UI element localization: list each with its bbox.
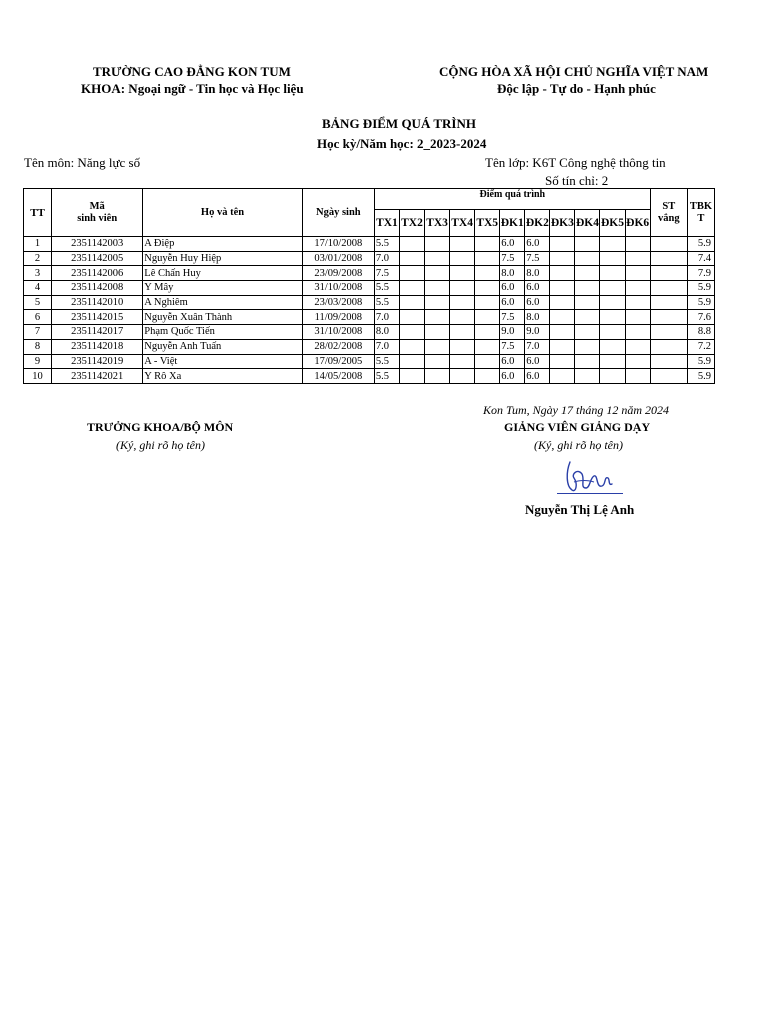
cell-score-đk1: 9.0 <box>500 325 525 340</box>
cell-score-đk1: 8.0 <box>500 266 525 281</box>
dean-sign-note: (Ký, ghi rõ họ tên) <box>116 438 205 452</box>
cell-score-tx4 <box>450 281 475 296</box>
header-tx5: TX5 <box>475 210 500 237</box>
cell-full-name: A - Việt <box>143 354 302 369</box>
cell-score-đk2: 6.0 <box>525 295 550 310</box>
cell-score-tx4 <box>450 237 475 252</box>
table-row <box>24 339 715 354</box>
cell-score-đk5 <box>600 281 625 296</box>
cell-score-tx3 <box>425 310 450 325</box>
cell-score-tx5 <box>475 266 500 281</box>
cell-score-tx3 <box>425 237 450 252</box>
cell-score-đk5 <box>600 251 625 266</box>
header-tx2: TX2 <box>399 210 424 237</box>
cell-score-đk1: 7.5 <box>500 251 525 266</box>
cell-score-đk3 <box>550 251 575 266</box>
cell-average: 5.9 <box>687 237 714 252</box>
cell-average: 5.9 <box>687 354 714 369</box>
cell-student-id: 2351142006 <box>52 266 143 281</box>
cell-score-đk4 <box>575 251 600 266</box>
cell-full-name: Nguyễn Anh Tuấn <box>143 339 302 354</box>
cell-dob: 31/10/2008 <box>302 281 374 296</box>
cell-score-đk2: 6.0 <box>525 354 550 369</box>
cell-score-tx3 <box>425 251 450 266</box>
semester-line: Học kỳ/Năm học: 2_2023-2024 <box>317 136 487 151</box>
header-average-label: TBK T <box>689 200 713 224</box>
cell-score-tx5 <box>475 339 500 354</box>
cell-score-đk2: 8.0 <box>525 310 550 325</box>
cell-score-đk2: 9.0 <box>525 325 550 340</box>
table-row <box>24 281 715 296</box>
cell-dob: 14/05/2008 <box>302 369 374 384</box>
cell-score-đk1: 6.0 <box>500 369 525 384</box>
school-name: TRƯỜNG CAO ĐẲNG KON TUM <box>93 64 291 79</box>
cell-score-tx2 <box>399 339 424 354</box>
date-place: Kon Tum, Ngày 17 tháng 12 năm 2024 <box>483 403 670 417</box>
cell-full-name: A Điệp <box>143 237 302 252</box>
cell-absent <box>650 237 687 252</box>
cell-score-tx2 <box>399 354 424 369</box>
cell-student-id: 2351142021 <box>52 369 143 384</box>
cell-average: 7.6 <box>687 310 714 325</box>
cell-score-đk5 <box>600 339 625 354</box>
cell-average: 8.8 <box>687 325 714 340</box>
cell-student-id: 2351142015 <box>52 310 143 325</box>
cell-absent <box>650 266 687 281</box>
cell-full-name: Phạm Quốc Tiến <box>143 325 302 340</box>
cell-average: 7.4 <box>687 251 714 266</box>
document-title: BẢNG ĐIỂM QUÁ TRÌNH <box>322 116 476 131</box>
cell-score-đk3 <box>550 369 575 384</box>
cell-average: 5.9 <box>687 369 714 384</box>
cell-score-tx1: 7.0 <box>374 310 399 325</box>
cell-score-đk6 <box>625 281 650 296</box>
credits-line: Số tín chỉ: 2 <box>545 173 609 188</box>
cell-absent <box>650 281 687 296</box>
cell-score-tx3 <box>425 339 450 354</box>
cell-score-đk3 <box>550 295 575 310</box>
cell-average: 7.9 <box>687 266 714 281</box>
cell-student-id: 2351142003 <box>52 237 143 252</box>
cell-score-đk5 <box>600 237 625 252</box>
cell-score-đk6 <box>625 354 650 369</box>
cell-score-tx1: 7.5 <box>374 266 399 281</box>
header-tx4: TX4 <box>450 210 475 237</box>
cell-dob: 03/01/2008 <box>302 251 374 266</box>
cell-score-tx3 <box>425 295 450 310</box>
cell-score-đk3 <box>550 281 575 296</box>
cell-score-tx4 <box>450 251 475 266</box>
cell-score-tx1: 5.5 <box>374 281 399 296</box>
signer-name: Nguyễn Thị Lệ Anh <box>525 502 635 517</box>
cell-tt: 8 <box>24 339 52 354</box>
cell-score-tx2 <box>399 310 424 325</box>
cell-score-đk1: 7.5 <box>500 339 525 354</box>
grade-table-body <box>24 237 715 384</box>
cell-absent <box>650 339 687 354</box>
cell-score-đk1: 6.0 <box>500 354 525 369</box>
cell-score-tx1: 5.5 <box>374 369 399 384</box>
cell-score-đk3 <box>550 354 575 369</box>
cell-score-đk6 <box>625 325 650 340</box>
cell-score-tx2 <box>399 295 424 310</box>
cell-score-tx3 <box>425 325 450 340</box>
cell-tt: 5 <box>24 295 52 310</box>
cell-student-id: 2351142018 <box>52 339 143 354</box>
table-row <box>24 237 715 252</box>
cell-score-đk5 <box>600 310 625 325</box>
subject-line: Tên môn: Năng lực số <box>24 155 141 170</box>
cell-score-đk2: 7.0 <box>525 339 550 354</box>
cell-score-tx3 <box>425 369 450 384</box>
motto: Độc lập - Tự do - Hạnh phúc <box>497 81 656 96</box>
cell-score-tx2 <box>399 369 424 384</box>
table-row <box>24 295 715 310</box>
cell-score-tx4 <box>450 295 475 310</box>
table-row <box>24 354 715 369</box>
cell-absent <box>650 354 687 369</box>
cell-score-tx4 <box>450 310 475 325</box>
table-row <box>24 310 715 325</box>
cell-absent <box>650 369 687 384</box>
cell-score-tx4 <box>450 354 475 369</box>
cell-student-id: 2351142017 <box>52 325 143 340</box>
cell-tt: 1 <box>24 237 52 252</box>
header-absent <box>650 189 687 237</box>
cell-score-tx4 <box>450 339 475 354</box>
cell-score-đk6 <box>625 339 650 354</box>
cell-score-tx1: 5.5 <box>374 354 399 369</box>
cell-full-name: Y Rô Xa <box>143 369 302 384</box>
cell-tt: 6 <box>24 310 52 325</box>
header-full-name: Họ và tên <box>143 189 302 237</box>
cell-tt: 2 <box>24 251 52 266</box>
cell-score-tx3 <box>425 266 450 281</box>
cell-score-tx2 <box>399 281 424 296</box>
cell-score-đk4 <box>575 237 600 252</box>
cell-score-tx2 <box>399 325 424 340</box>
cell-full-name: Nguyễn Xuân Thành <box>143 310 302 325</box>
cell-score-tx1: 7.0 <box>374 339 399 354</box>
lecturer-sign-note: (Ký, ghi rõ họ tên) <box>534 438 623 452</box>
signature-image <box>560 458 620 498</box>
cell-full-name: Y Mây <box>143 281 302 296</box>
cell-score-đk6 <box>625 369 650 384</box>
cell-score-đk5 <box>600 325 625 340</box>
grade-table <box>23 188 715 384</box>
cell-score-đk4 <box>575 354 600 369</box>
header-dk4: ĐK4 <box>575 210 600 237</box>
cell-score-tx2 <box>399 266 424 281</box>
cell-dob: 11/09/2008 <box>302 310 374 325</box>
cell-score-đk3 <box>550 310 575 325</box>
cell-score-đk6 <box>625 266 650 281</box>
cell-score-đk4 <box>575 295 600 310</box>
cell-score-tx5 <box>475 251 500 266</box>
cell-average: 5.9 <box>687 281 714 296</box>
header-student-id <box>52 189 143 237</box>
cell-score-tx4 <box>450 266 475 281</box>
cell-score-tx5 <box>475 354 500 369</box>
cell-score-đk3 <box>550 237 575 252</box>
cell-absent <box>650 251 687 266</box>
cell-tt: 4 <box>24 281 52 296</box>
cell-score-đk2: 6.0 <box>525 237 550 252</box>
cell-tt: 3 <box>24 266 52 281</box>
cell-student-id: 2351142005 <box>52 251 143 266</box>
cell-score-đk4 <box>575 369 600 384</box>
cell-score-đk4 <box>575 266 600 281</box>
header-dk1: ĐK1 <box>500 210 525 237</box>
cell-dob: 31/10/2008 <box>302 325 374 340</box>
cell-score-đk6 <box>625 295 650 310</box>
cell-average: 5.9 <box>687 295 714 310</box>
header-dob: Ngày sinh <box>302 189 374 237</box>
cell-score-đk2: 6.0 <box>525 369 550 384</box>
header-process-score: Điểm quá trình <box>374 189 650 210</box>
cell-absent <box>650 310 687 325</box>
cell-score-đk2: 7.5 <box>525 251 550 266</box>
cell-score-đk2: 6.0 <box>525 281 550 296</box>
header-dk3: ĐK3 <box>550 210 575 237</box>
cell-score-tx5 <box>475 310 500 325</box>
cell-score-tx1: 5.5 <box>374 237 399 252</box>
cell-score-đk1: 7.5 <box>500 310 525 325</box>
table-row <box>24 369 715 384</box>
cell-tt: 7 <box>24 325 52 340</box>
header-dk2: ĐK2 <box>525 210 550 237</box>
cell-score-tx5 <box>475 325 500 340</box>
faculty-name: KHOA: Ngoại ngữ - Tin học và Học liệu <box>81 81 304 96</box>
header-dk5: ĐK5 <box>600 210 625 237</box>
cell-score-đk4 <box>575 281 600 296</box>
header-tx3: TX3 <box>425 210 450 237</box>
cell-absent <box>650 295 687 310</box>
cell-score-tx5 <box>475 237 500 252</box>
cell-dob: 23/09/2008 <box>302 266 374 281</box>
header-absent-label: ST vắng <box>658 200 680 224</box>
cell-score-tx3 <box>425 354 450 369</box>
cell-score-đk5 <box>600 295 625 310</box>
cell-student-id: 2351142019 <box>52 354 143 369</box>
cell-score-đk4 <box>575 339 600 354</box>
cell-dob: 23/03/2008 <box>302 295 374 310</box>
cell-score-tx1: 5.5 <box>374 295 399 310</box>
cell-tt: 9 <box>24 354 52 369</box>
cell-score-tx2 <box>399 237 424 252</box>
lecturer-title: GIẢNG VIÊN GIẢNG DẠY <box>504 420 651 434</box>
cell-dob: 28/02/2008 <box>302 339 374 354</box>
cell-score-tx4 <box>450 325 475 340</box>
cell-score-tx3 <box>425 281 450 296</box>
cell-score-đk2: 8.0 <box>525 266 550 281</box>
cell-score-đk4 <box>575 310 600 325</box>
cell-absent <box>650 325 687 340</box>
cell-score-đk6 <box>625 251 650 266</box>
cell-tt: 10 <box>24 369 52 384</box>
cell-score-đk3 <box>550 266 575 281</box>
cell-average: 7.2 <box>687 339 714 354</box>
cell-full-name: Lê Chấn Huy <box>143 266 302 281</box>
nation-title: CỘNG HÒA XÃ HỘI CHỦ NGHĨA VIỆT NAM <box>439 64 709 79</box>
header-student-id-label: Mã sinh viên <box>77 200 118 224</box>
cell-score-tx5 <box>475 281 500 296</box>
cell-score-đk6 <box>625 310 650 325</box>
cell-score-đk4 <box>575 325 600 340</box>
cell-full-name: Nguyễn Huy Hiệp <box>143 251 302 266</box>
header-tt: TT <box>24 189 52 237</box>
cell-score-đk5 <box>600 369 625 384</box>
cell-score-đk6 <box>625 237 650 252</box>
cell-score-tx5 <box>475 369 500 384</box>
cell-score-tx1: 7.0 <box>374 251 399 266</box>
cell-score-tx4 <box>450 369 475 384</box>
cell-score-đk1: 6.0 <box>500 237 525 252</box>
cell-full-name: A Nghiêm <box>143 295 302 310</box>
cell-dob: 17/10/2008 <box>302 237 374 252</box>
table-row <box>24 266 715 281</box>
cell-score-đk5 <box>600 354 625 369</box>
cell-score-tx5 <box>475 295 500 310</box>
cell-student-id: 2351142008 <box>52 281 143 296</box>
cell-score-đk1: 6.0 <box>500 281 525 296</box>
signature-underline <box>557 493 623 494</box>
cell-score-đk3 <box>550 325 575 340</box>
cell-student-id: 2351142010 <box>52 295 143 310</box>
cell-score-tx2 <box>399 251 424 266</box>
table-row <box>24 251 715 266</box>
header-average <box>687 189 714 237</box>
class-line: Tên lớp: K6T Công nghệ thông tin <box>485 155 666 170</box>
dean-title: TRƯỞNG KHOA/BỘ MÔN <box>87 420 234 434</box>
header-tx1: TX1 <box>374 210 399 237</box>
cell-score-đk5 <box>600 266 625 281</box>
cell-score-tx1: 8.0 <box>374 325 399 340</box>
cell-score-đk3 <box>550 339 575 354</box>
cell-dob: 17/09/2005 <box>302 354 374 369</box>
cell-score-đk1: 6.0 <box>500 295 525 310</box>
table-row <box>24 325 715 340</box>
header-dk6: ĐK6 <box>625 210 650 237</box>
